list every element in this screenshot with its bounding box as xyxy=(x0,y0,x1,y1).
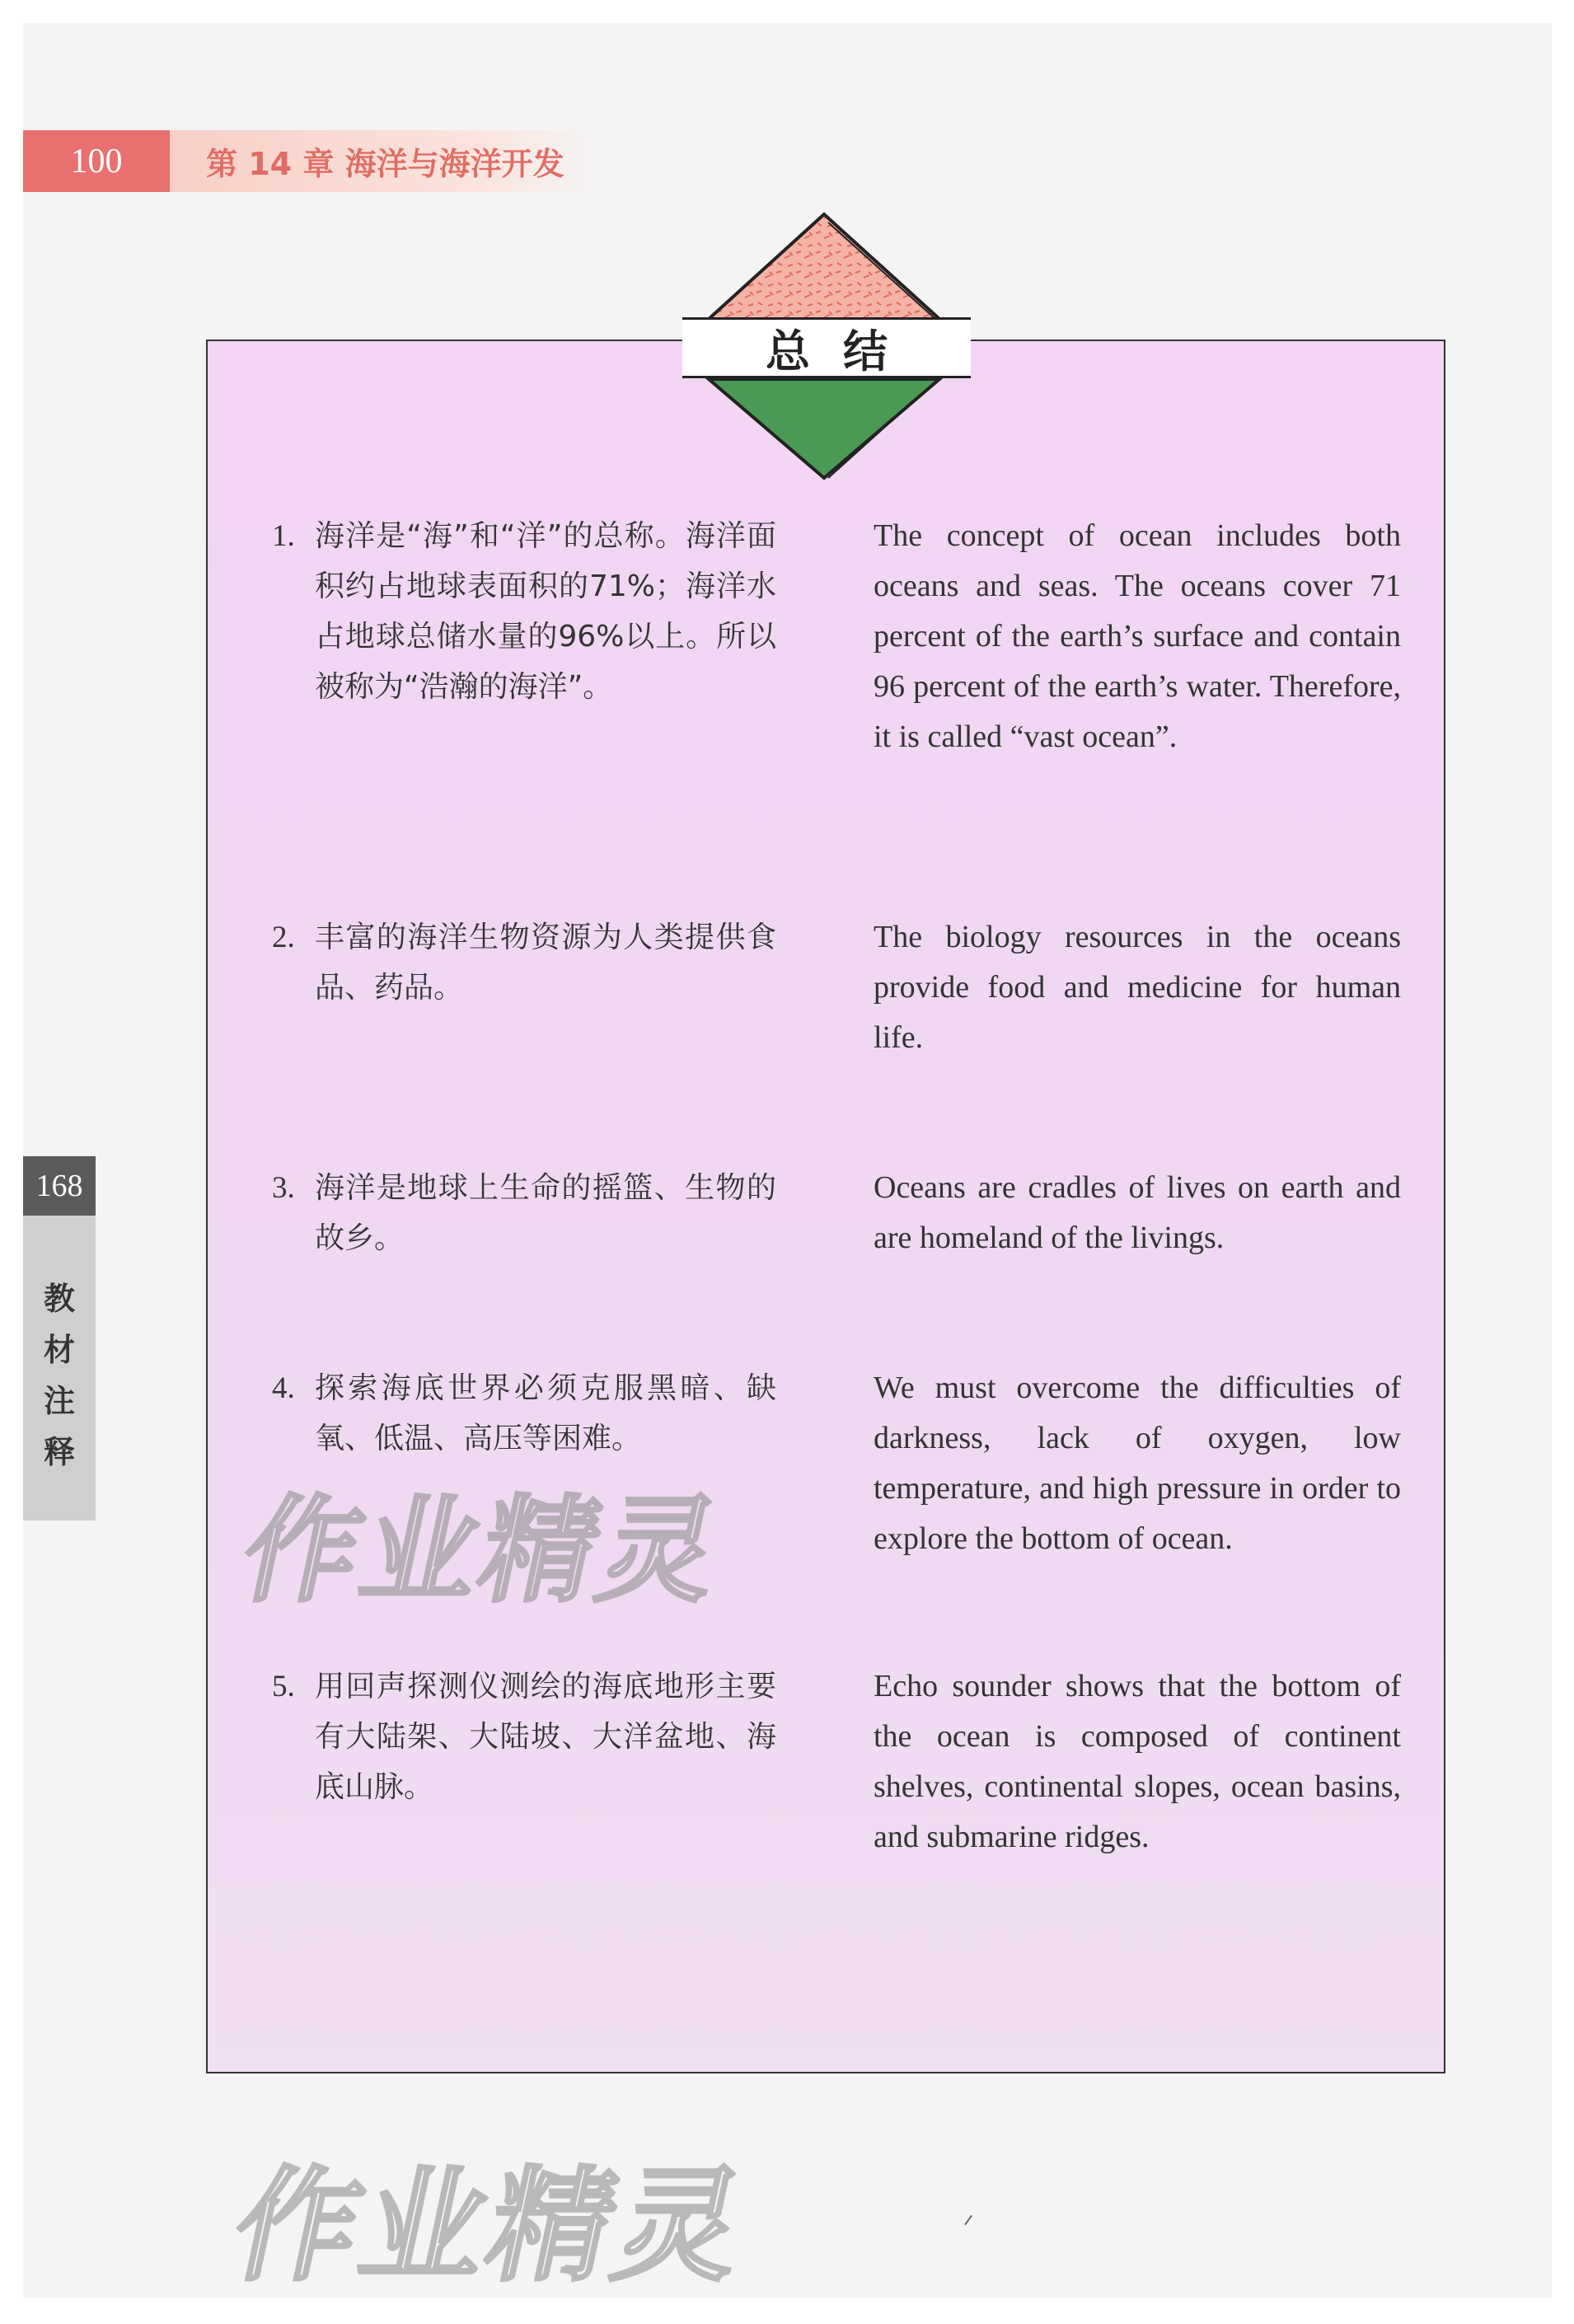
item-english-text: The concept of ocean includes both oceans and seas. The oceans cover 71 percent of the earth’s surface and contain 96 percent of the earth’s water. Therefore, it is called “vast ocean”. xyxy=(874,518,1401,754)
side-tab-page-number: 168 xyxy=(23,1156,96,1216)
watermark: 作业精灵 xyxy=(221,2155,760,2298)
item-english-text: We must overcome the difficulties of darkness, lack of oxygen, low temperature, and high pressure in order to explore the bottom of ocean. xyxy=(874,1371,1401,1556)
item-chinese-text: 海洋是地球上生命的摇篮、生物的故乡。 xyxy=(315,1171,776,1255)
summary-item xyxy=(272,1163,1401,1263)
summary-item xyxy=(272,1661,1401,1854)
header-page-number: 100 xyxy=(23,130,170,192)
item-number: 2. xyxy=(272,921,295,954)
watermark: 作业精灵 xyxy=(231,1484,734,1619)
side-tab-char: 释 xyxy=(43,1434,75,1470)
item-chinese-text: 海洋是“海”和“洋”的总称。海洋面积约占地球表面积的71%；海洋水占地球总储水量的96%以上。所以被称为“浩瀚的海洋”。 xyxy=(315,519,776,704)
summary-title: 总结 xyxy=(682,317,971,378)
side-tab-char: 教 xyxy=(43,1281,75,1317)
item-number: 1. xyxy=(272,519,295,553)
summary-item xyxy=(272,511,1401,754)
item-number: 4. xyxy=(272,1371,295,1405)
item-chinese-text: 用回声探测仪测绘的海底地形主要有大陆架、大陆坡、大洋盆地、海底山脉。 xyxy=(315,1670,776,1804)
summary-item xyxy=(272,912,1401,1055)
side-tab-char: 注 xyxy=(43,1383,75,1419)
chapter-title: 第 14 章 海洋与海洋开发 xyxy=(170,130,598,192)
side-tab-label xyxy=(23,1216,96,1520)
item-number: 3. xyxy=(272,1171,295,1205)
item-english-text: Echo sounder shows that the bottom of the ocean is composed of continent shelves, continental slopes, ocean basins, and submarine ridges. xyxy=(874,1669,1401,1854)
item-number: 5. xyxy=(272,1670,295,1703)
side-tab-char: 材 xyxy=(43,1332,75,1368)
item-english-text: The biology resources in the oceans provide food and medicine for human life. xyxy=(874,920,1401,1055)
item-chinese-text: 丰富的海洋生物资源为人类提供食品、药品。 xyxy=(315,921,776,1005)
summary-item xyxy=(272,1363,1401,1556)
item-english-text: Oceans are cradles of lives on earth and are homeland of the livings. xyxy=(874,1170,1401,1255)
item-chinese-text: 探索海底世界必须克服黑暗、缺氧、低温、高压等困难。 xyxy=(315,1371,776,1455)
